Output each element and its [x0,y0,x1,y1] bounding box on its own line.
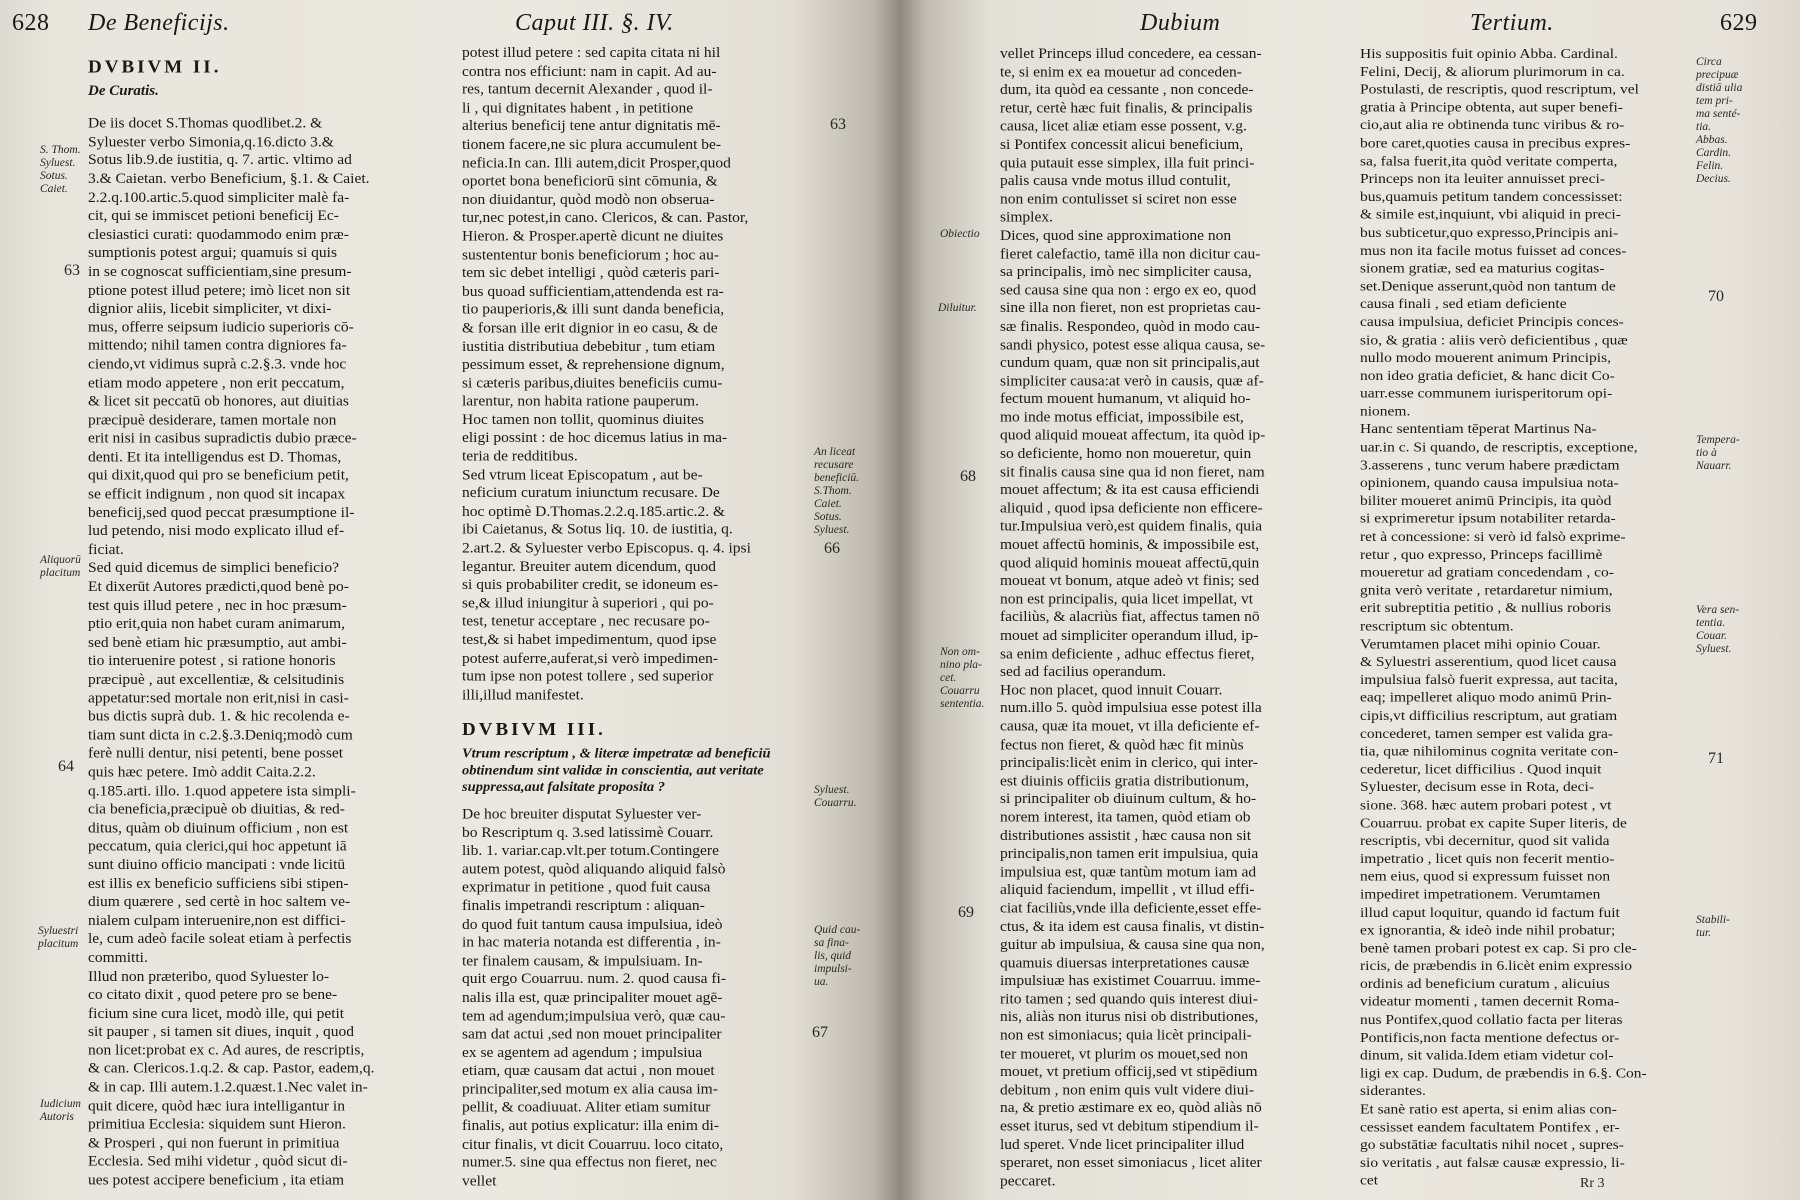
text-line: impediret impetrationem. Verumtamen [1360,886,1601,903]
text-line: ctus, & ita idem est causa finalis, vt distin- [1000,918,1265,935]
text-line: se efficit indignum , non quod sit incapax [88,486,346,503]
text-line: nalis illa est, quæ principaliter mouet agē- [462,989,723,1006]
text-line: peccatum, quia clerici,qui hoc appetunt iā [88,838,347,855]
text-line: rescriptum sic obtentum. [1360,618,1514,634]
text-line: do quod fuit tantum causa impulsiua, ideò [462,916,723,933]
text-line: principalis,non tamen erit impulsiua, quia [1000,845,1259,862]
text-line: neficium curatum iniunctum recusare. De [462,485,720,502]
text-line: num.illo 5. quòd impulsiua esse potest illa [1000,700,1262,717]
left-col2-body [462,44,810,704]
section-number: 64 [58,758,74,775]
right-column-2 [1360,45,1692,1190]
text-line: sa enim deficiente , adhuc effectus fieret, [1000,645,1255,662]
text-line: præcipuè desiderare, tamen mortale non [88,411,337,428]
text-line: distributiones assistit , hæc causa non sit [1000,827,1251,844]
text-line: appetatur:sed mortale non erit,nisi in casi- [88,689,349,707]
text-line: oportet bona beneficiorū sint cōmunia, & [462,173,718,190]
text-line: bus dictis suprà dub. 1. & hic recolenda e- [88,708,350,725]
text-line: vellet [462,1173,497,1189]
text-line: gnita verò veritate , retardaretur nimium, [1360,582,1613,599]
text-line: & Syluestri asserentium, quod licet causa [1360,654,1617,670]
section-number: 69 [958,904,974,921]
text-line: non ideo gratia deficiet, & hanc dicit Co- [1360,367,1615,384]
text-line: erit nisi in casibus supradictis dubio præce- [88,430,357,447]
text-line: Hoc tamen non tollit, quominus diuites [462,411,704,428]
text-line: ex ignorantia, & ideò inde nihil probatur; [1360,922,1616,939]
text-line: ligi ex cap. Dudum, de præbendis in 6.§. Con- [1360,1065,1647,1082]
margin-note-quid-causa: Quid cau- sa fina- lis, quid impulsi- ua. [814,924,861,988]
left-col2-body-2 [462,805,810,1190]
text-line: ordinis ad beneficium curatum , alicuius [1360,976,1610,992]
text-line: opinionem, quando causa impulsiua nota- [1360,475,1619,491]
text-line: Princeps non ita leuiter annuisset preci- [1360,171,1605,187]
text-line: mouet, vt pretium officij,sed vt stipēdium [1000,1064,1258,1080]
text-line: 2.art.2. & Syluester verbo Episcopus. q. 4. ipsi [462,540,751,557]
text-line: set.Denique asserunt,quòd non tantum de [1360,278,1616,295]
text-line: præcipuè , aut excellentiæ, & celsitudinis [88,671,345,688]
text-line: Hoc non placet, quod innuit Couarr. [1000,682,1223,699]
text-line: sine illa non fieret, non est proprietas cau- [1000,300,1261,317]
text-line: citur finalis, vt dicit Couarruu. loco citato, [462,1136,724,1153]
dubium-3-question [462,745,810,796]
text-line: tionem facere,ne sic plura accumulent be- [462,136,722,153]
text-line: gratia à Principe obtenta, aut super benefi- [1360,99,1623,116]
text-line: non diuidantur, quòd modò non obserua- [462,191,715,208]
text-line: na, & pretio æstimare ex eo, quòd aliàs nō [1000,1100,1262,1117]
text-line: cipis,vt difficilius rescriptum, aut gratiam [1360,707,1618,724]
text-line: quod aliquid moueat affectum, ita quòd ip- [1000,427,1266,444]
section-number: 68 [960,468,976,485]
text-line: ibi Caietanus, & Sotus liq. 10. de iustitia, q. [462,521,733,538]
margin-note-stabilitur: Stabili- tur. [1696,914,1730,939]
text-line: & Prosperi , qui non fuerunt in primitiua [88,1134,340,1152]
text-line: cio,aut alia re obtinenda tunc viribus & ro- [1360,117,1625,134]
text-line: se,& illud iniungitur à superiori , qui po- [462,595,714,612]
margin-note-s-thom: S. Thom. Syluest. Sotus. Caiet. [40,144,81,195]
text-line: esset iturus, sed vt debitum stipendium il- [1000,1118,1259,1135]
text-line: simpliciter causa:at verò in causis, quæ af- [1000,373,1264,389]
text-line: illud caput loquitur, quando id factum fuit [1360,904,1620,921]
text-line: nem eius, quod si expressum fuisset non [1360,868,1611,885]
text-line: hoc optimè D.Thomas.2.2.q.185.artic.2. & [462,503,726,520]
text-line: tur,nec potest,in cano. Clericos, & can. Pastor, [462,210,749,226]
text-line: tio pauperioris,& illi sunt danda beneficia, [462,301,725,318]
text-line: tio interuenire potest , si ratione honoris [88,652,336,669]
text-line: & in cap. Illi autem.1.2.quæst.1.Nec valet in- [88,1079,368,1096]
text-line: moueat vt bonum, atque adeò vt finis; sed [1000,573,1260,589]
text-line: si cæteris paribus,diuites beneficiis cumu- [462,375,723,392]
text-line: quamuis diuersas interpretationes causæ [1000,954,1250,971]
text-line: ptio erit,quia non habet curam animarum, [88,615,345,632]
right-col1-body [1000,45,1340,1190]
margin-note-circa: Circa precipuæ distiā ulia tem pri- ma senté- tia. Abbas. Cardin. Felin. Decius. [1696,56,1743,185]
text-line: palis causa vnde motus illud contulit, [1000,173,1231,189]
text-line: ricis, de præbendis in 6.licèt enim expressio [1360,958,1633,974]
text-line: sumptionis potest argui; quamuis si quis [88,244,338,262]
text-line: est diuinis officiis gratia distributionum, [1000,773,1249,789]
text-line: De iis docet S.Thomas quodlibet.2. & [88,115,323,132]
text-line: ficium sine cura licet, modò ille, qui petit [88,1005,345,1022]
text-line: nionem. [1360,403,1411,420]
text-line: iustitia distributiua debebitur , tum etiam [462,338,716,355]
text-line: Syluester verbo Simonia,q.16.dicto 3.& [88,133,334,150]
left-chapter-title: Caput III. §. IV. [515,10,674,36]
text-line: benè tamen probari potest ex cap. Si pro cle- [1360,940,1637,956]
text-line: clesiastici curati: quodammodo enim præ- [88,226,349,243]
text-line: cundum quam, quæ non sit principalis,aut [1000,355,1260,371]
text-line: quit dicere, quòd hæc iura intelligantur in [88,1097,345,1114]
text-line: ptione potest illud petere; imò licet non sit [88,282,351,299]
dubium-2-subheading: De Curatis. [88,83,159,99]
text-line: His suppositis fuit opinio Abba. Cardinal. [1360,45,1618,62]
text-line: biliter moueret animū Principis, ita quòd [1360,493,1612,509]
margin-note-syluest-couarru: Syluest. Couarru. [814,784,857,809]
text-line: impulsiua falsò fuerit expressa, aut tacita, [1360,672,1618,688]
text-line: vellet Princeps illud concedere, ea cessan- [1000,45,1262,62]
text-line: bus subticetur,quo expresso,Principis ani- [1360,224,1619,241]
text-line: cia beneficia,præcipuè ob diuitias, & red- [88,801,345,818]
text-line: uarr.esse communem iurisperitorum opi- [1360,385,1613,402]
text-line: De hoc breuiter disputat Syluester ver- [462,806,702,823]
text-line: sunt diuino officio mancipati : vnde licitū [88,856,346,873]
text-line: exprimatur in petitione , quod fuit causa [462,879,711,896]
right-col2-body [1360,45,1692,1190]
text-line: Verumtamen placet mihi opinio Couar. [1360,636,1601,652]
section-number: 70 [1708,288,1724,305]
text-line: principalis:licèt enim in clerico, qui inter- [1000,754,1258,771]
text-line: finalis impetrandi rescriptum : aliquan- [462,897,705,914]
text-line: in se cognoscat sufficientiam,sine presum- [88,263,352,280]
text-line: & licet sit peccatū ob honores, aut diuitias [88,393,349,410]
text-line: Hieron. & Prosper.apertè dicunt ne diuites [462,228,724,245]
text-line: Sed vtrum liceat Episcopatum , aut be- [462,466,703,483]
text-line: impulsiua est, quæ tantùm motum iam ad [1000,864,1257,880]
margin-note-temperatio: Tempera- tio à Nauarr. [1696,434,1740,472]
text-line: est illis ex beneficio sufficiens sibi stipen- [88,875,349,892]
text-line: cessisset eandem facultatem Pontifex , er- [1360,1119,1620,1135]
text-line: bo Rescriptum q. 3.sed latissimè Couarr. [462,824,714,841]
text-line: tia, quæ nihilominus cognita veritate con- [1360,743,1619,760]
text-line: dum, ita quòd ea cessante , non concede- [1000,82,1254,99]
text-line: co citato dixit , quod petere pro se bene- [88,986,338,1003]
text-line: aliquid , quod ipsa deficiente non efficere- [1000,500,1263,517]
text-line: suppressa,aut falsitate proposita ? [462,779,666,795]
text-line: teria de redditibus. [462,448,578,465]
text-line: sionem gratiæ, sed ea maturius cogitas- [1360,260,1605,277]
section-number: 67 [812,1024,828,1041]
text-line: eaq; impelleret aliquo modo animū Prin- [1360,689,1612,706]
text-line: le, cum adeò facile soleat etiam à perfectis [88,931,352,948]
text-line: causa impulsiua, deficiet Principis conces- [1360,314,1624,330]
text-line: finalis, aut potius explicatur: illa enim di- [462,1117,719,1134]
text-line: non est principalis, quia licet impellat, vt [1000,591,1254,608]
text-line: principaliter,sed motum ex alia causa im- [462,1081,718,1098]
text-line: lud petendo, nisi modo explicato illud ef- [88,523,345,540]
text-line: mus non ita facile motus fuisset ad conces- [1360,242,1627,259]
text-line: quia putauit esse simplex, illa fuit princi- [1000,155,1255,171]
text-line: Postulasti, de rescriptis, quod rescriptum, vel [1360,81,1639,98]
text-line: bus,quamuis petitum tandem concessisset: [1360,189,1623,205]
text-line: obtinendum sint validæ in conscientia, aut veritate [462,763,764,779]
text-line: cit, qui se immiscet petioni beneficij Ec- [88,207,339,224]
text-line: rito tamen ; sed quando quis interest diui- [1000,991,1258,1008]
text-line: nus Pontifex,quod collatio facta per literas [1360,1012,1623,1028]
text-line: mouet affectum; & ita est causa efficiendi [1000,482,1260,499]
text-line: beneficij,sed quod peccat præsumptione il- [88,504,355,521]
text-line: pellit, & coadiuuat. Aliter etiam sumitur [462,1099,711,1116]
text-line: alterius beneficij tene antur dignitatis mē- [462,118,721,135]
text-line: moueretur ad gratiam concedendam , co- [1360,564,1614,581]
text-line: sa, falsa fuerit,ita quòd veritate comperta, [1360,153,1618,169]
text-line: ret à concessione: si verò id falsò exprime- [1360,528,1626,545]
text-line: nullo modo mouerent animum Principis, [1360,350,1611,366]
margin-note-non-omnino: Non om- nino pla- cet. Couarru sententia. [940,646,985,710]
text-line: rescriptis, vbi decernitur, quod sit valida [1360,833,1610,849]
text-line: sæ finalis. Respondeo, quòd in modo cau- [1000,318,1261,335]
text-line: test quis illud petere , nec in hoc præsum- [88,597,347,614]
text-line: etiam modo appetere , non erit peccatum, [88,374,345,391]
text-line: sio veritatis , aut falsæ causæ expressio, li- [1360,1155,1625,1171]
text-line: Et dixerūt Autores prædicti,quod benè po- [88,578,349,595]
left-column-1 [88,45,460,1190]
text-line: speraret, non esset simoniacus , licet aliter [1000,1154,1262,1171]
text-line: dignior aliis, licebit simpliciter, vt dixi- [88,300,332,317]
text-line: sustententur bonis beneficiorum ; hoc au- [462,246,719,263]
margin-note-vera-sententia: Vera sen- tentia. Couar. Syluest. [1696,604,1740,655]
section-number: 63 [64,262,80,279]
right-page [900,0,1800,1200]
text-line: committi. [88,949,148,966]
text-line: te, si enim ex ea mouetur ad conceden- [1000,64,1242,80]
text-line: si Pontifex concessit alicui beneficium, [1000,136,1244,153]
text-line: sam dat actui ,sed non mouet principaliter [462,1026,722,1043]
text-line: dium quærere , sed certè in hoc saltem ve- [88,893,351,911]
text-line: dinum, sit valida.Idem etiam videtur col- [1360,1047,1614,1064]
text-line: ferè nulli dentur, nisi petenti, bene posset [88,745,344,762]
text-line: illi,illud manifestet. [462,687,584,703]
text-line: non enim contulisset si sciret non esse [1000,191,1237,208]
text-line: pessimum esset, & reprehensione dignum, [462,356,725,373]
text-line: autem potest, quòd aliquando aliquid falsò [462,861,726,878]
margin-note-aliquorum: Aliquorū placitum [40,554,81,579]
dubium-3-heading: DVBIVM III. [462,720,606,741]
text-line: sione. 368. hæc autem probari potest , vt [1360,797,1612,813]
text-line: causa finali , sed etiam deficiente [1360,296,1567,312]
text-line: q.185.arti. illo. 1.quod appetere ista simpli- [88,782,356,799]
text-line: bore caret,quoties causa in precibus expres- [1360,135,1631,151]
text-line: ciat faciliùs,vnde illa deficiente,esset effe- [1000,900,1262,917]
text-line: 3.& Caietan. verbo Beneficium, §.1. & Caiet. [88,170,370,187]
text-line: ex se agentem ad agendum ; impulsiua [462,1044,703,1061]
dubium-2-heading: DVBIVM II. [88,57,222,78]
text-line: retur, certè hæc fuit finalis, & principalis [1000,100,1253,117]
text-line: videatur momenti , tamen decernit Roma- [1360,994,1620,1010]
text-line: guitur ab impulsiua, & causa sine qua non, [1000,936,1265,953]
text-line: impulsiuæ has existimet Couarruu. imme- [1000,973,1261,989]
text-line: causa, quæ ita mouet, vt illa deficiente ef- [1000,718,1260,735]
text-line: nis, aliàs non iturus nisi ob distributiones, [1000,1009,1259,1026]
text-line: potest illud petere : sed capita citata ni hil [462,44,721,61]
margin-note-syluestri: Syluestri placitum [38,925,79,950]
text-line: Ecclesia. Sed mihi videtur , quòd sicut di- [88,1153,348,1170]
text-line: sed ad facilius operandum. [1000,664,1167,680]
text-line: legantur. Breuiter autem dicendum, quod [462,558,716,575]
text-line: nialem culpam interuenire,non est diffici- [88,912,346,929]
text-line: neficia.In can. Illi autem,dicit Prosper,quod [462,155,731,171]
text-line: Et sanè ratio est aperta, si enim alias con- [1360,1101,1617,1118]
text-line: so deficiente, homo non moueretur, quin [1000,445,1252,462]
text-line: siderantes. [1360,1083,1426,1100]
text-line: non est simoniacus; quia licèt principali- [1000,1027,1252,1044]
text-line: si principaliter ob diuinum cultum, & ho- [1000,791,1257,808]
text-line: ciendo,vt vidimus suprà c.2.§.3. vnde hoc [88,356,347,373]
text-line: simplex. [1000,209,1053,226]
text-line: mo inde motus efficiat, impossibile est, [1000,409,1244,426]
text-line: ditus, quàm ob diuinum officium , non est [88,819,349,836]
right-running-subtitle: Tertium. [1470,10,1554,36]
text-line: etiam, quæ causam dat actui , non mouet [462,1062,715,1079]
text-line: impetratio , licet quis non fecerit mentio- [1360,851,1615,867]
text-line: tem ad agendum;impulsiua verò, quæ cau- [462,1007,726,1024]
text-line: ter moueret, vt plurim os mouet,sed non [1000,1045,1248,1062]
text-line: tem sic debet intelligi , quòd cæteris pari- [462,265,720,282]
text-line: causa, licet aliæ etiam esse possent, v.g. [1000,118,1247,135]
text-line: erit subreptitia petitio , & nullius roboris [1360,600,1611,617]
text-line: sed causa sine qua non : ergo ex eo, quod [1000,282,1257,299]
left-running-title: De Beneficijs. [88,10,230,36]
text-line: debitum , non enim quis vult videre diui- [1000,1082,1254,1099]
text-line: sed benè etiam hic præsumptio, aut ambi- [88,634,347,651]
right-page-number: 629 [1720,10,1758,36]
section-number: 66 [824,540,840,557]
text-line: mouet affectū hominis, & impossibile est, [1000,536,1260,553]
text-line: res, tantum decernit Alexander , quod il- [462,81,713,98]
text-line: numer.5. sine qua effectus non fieret, nec [462,1154,717,1171]
text-line: mouet ad simpliciter operandum illud, ip- [1000,627,1259,644]
text-line: quis hæc petere. Imò addit Caita.2.2. [88,764,316,781]
text-line: sio, & gratia : aliis verò deficientibus , quæ [1360,332,1628,348]
text-line: sandi physico, potest esse aliqua causa, se- [1000,336,1266,353]
right-column-1 [1000,45,1340,1190]
text-line: in hac materia notanda est differentia , in- [462,934,721,951]
text-line: tum ipse non potest tollere , sed superior [462,668,714,685]
text-line: go substātiæ facultatis nihil nocet , supres- [1360,1137,1624,1153]
text-line: denti. Et ita intelligendus est D. Thomas, [88,448,342,466]
text-line: test, tenetur acceptare , nec recusare po- [462,613,710,630]
text-line: test,& si habet impedimentum, quod ipse [462,631,717,648]
text-line: Syluester, decisum esse in Rota, deci- [1360,779,1594,795]
text-line: sit pauper , si tamen sit diues, inquit , quod [88,1023,355,1040]
text-line: mus, offerre seipsum iudicio superioris cō- [88,319,354,336]
text-line: & forsan ille erit dignior in eo casu, & de [462,320,718,337]
text-line: retur , quo expresso, Princeps facillimè [1360,546,1603,563]
text-line: fectus non fieret, & quòd hæc fit minùs [1000,736,1244,753]
text-line: 2.2.q.100.artic.5.quod simpliciter malè fa- [88,189,350,206]
text-line: quit ergo Couarruu. num. 2. quod causa fi- [462,971,727,988]
left-page-number: 628 [12,10,50,36]
margin-note-obiectio: Obiectio [940,228,980,240]
text-line: qui dixit,quod qui pro se beneficium petit, [88,467,349,484]
text-line: aliquid faciendum, impellit , vt illud effi- [1000,882,1255,899]
text-line: lib. 1. variar.cap.vlt.per totum.Contingere [462,842,719,859]
text-line: Dices, quod sine approximatione non [1000,227,1232,244]
text-line: contra nos efficiunt: nam in capit. Ad au- [462,63,717,80]
text-line: ficiat. [88,541,124,558]
margin-note-iudicium: Iudicium Autoris [40,1098,81,1123]
text-line: tur.Impulsiua verò,est quidem finalis, quia [1000,518,1263,535]
text-line: fieret calefactio, tamē illa non dicitur cau- [1000,245,1261,262]
text-line: sit finalis causa sine qua id non fieret, nam [1000,464,1265,480]
text-line: Pontificis,non facta mentione defectus or- [1360,1029,1620,1046]
text-line: Sotus lib.9.de iustitia, q. 7. artic. vltimo ad [88,152,352,169]
text-line: primitiua Ecclesia: siquidem sunt Hieron. [88,1116,346,1133]
text-line: Felini, Decij, & aliorum plurimorum in ca. [1360,63,1625,80]
text-line: Vtrum rescriptum , & literæ impetratæ ad beneficiū [462,746,771,762]
section-number: 71 [1708,750,1724,767]
right-running-title: Dubium [1140,10,1221,36]
text-line: concederet, tamen semper est valida gra- [1360,725,1614,742]
left-col1-body [88,114,460,1189]
text-line: Couarruu. probat ex capite Super literis, de [1360,815,1627,831]
text-line: ter finalem causam, & impulsiuam. In- [462,952,703,969]
text-line: faciliùs, & alacriùs fiat, affectus tamen nō [1000,609,1260,626]
text-line: 3.asserens , tunc verum habere prædictam [1360,457,1620,473]
text-line: li , qui dignitates habent , in petitione [462,99,694,116]
text-line: non licet:probat ex c. Ad aures, de rescriptis, [88,1042,365,1059]
text-line: mittendo; nihil tamen contra digniores fa- [88,337,347,354]
text-line: sa principalis, imò nec simpliciter causa, [1000,264,1252,280]
section-number: 63 [830,116,846,133]
text-line: eligi possint : de hoc dicemus latius in ma- [462,430,728,447]
left-column-2 [462,44,810,1190]
text-line: Hanc sententiam tēperat Martinus Na- [1360,421,1597,438]
text-line: peccaret. [1000,1173,1056,1189]
text-line: fectum mouent humanum, vt aliquid ho- [1000,391,1251,408]
text-line: larentur, non habita ratione pauperum. [462,393,699,410]
text-line: potest auferre,auferat,si verò impedimen- [462,650,719,667]
text-line: bus quoad sufficientiam,attendenda est ra- [462,283,724,300]
text-line: & simile est,inquiunt, vbi aliquid in preci- [1360,206,1621,223]
text-line: cet [1360,1173,1379,1189]
margin-note-diluitur: Diluitur. [938,302,977,314]
text-line: quod aliquid hominis moueat affectū,quin [1000,554,1260,571]
text-line: Sed quid dicemus de simplici beneficio? [88,560,339,577]
text-line: & can. Clericos.1.q.2. & cap. Pastor, eadem,q. [88,1060,375,1077]
text-line: norem interest, ita tamen, quòd etiam ob [1000,809,1251,826]
text-line: si quis probabiliter credit, se idoneum es- [462,576,719,593]
text-line: ues potest accipere beneficium , ita etiam [88,1172,345,1189]
text-line: uar.in c. Si quando, de rescriptis, exceptione, [1360,439,1638,456]
text-line: Illud non præteribo, quod Syluester lo- [88,968,330,985]
text-line: lud speret. Vnde licet principaliter illud [1000,1136,1245,1153]
text-line: si exprimeretur ipsum notabiliter retarda- [1360,511,1616,527]
signature-mark: Rr 3 [1580,1176,1605,1191]
margin-note-an-liceat: An liceat recusare beneficiū. S.Thom. Caiet. Sotus. Syluest. [814,446,860,536]
text-line: tiam sunt dicta in c.2.§.3.Deniq;modò cum [88,727,353,744]
text-line: cederetur, licet difficilius . Quod inquit [1360,761,1602,778]
